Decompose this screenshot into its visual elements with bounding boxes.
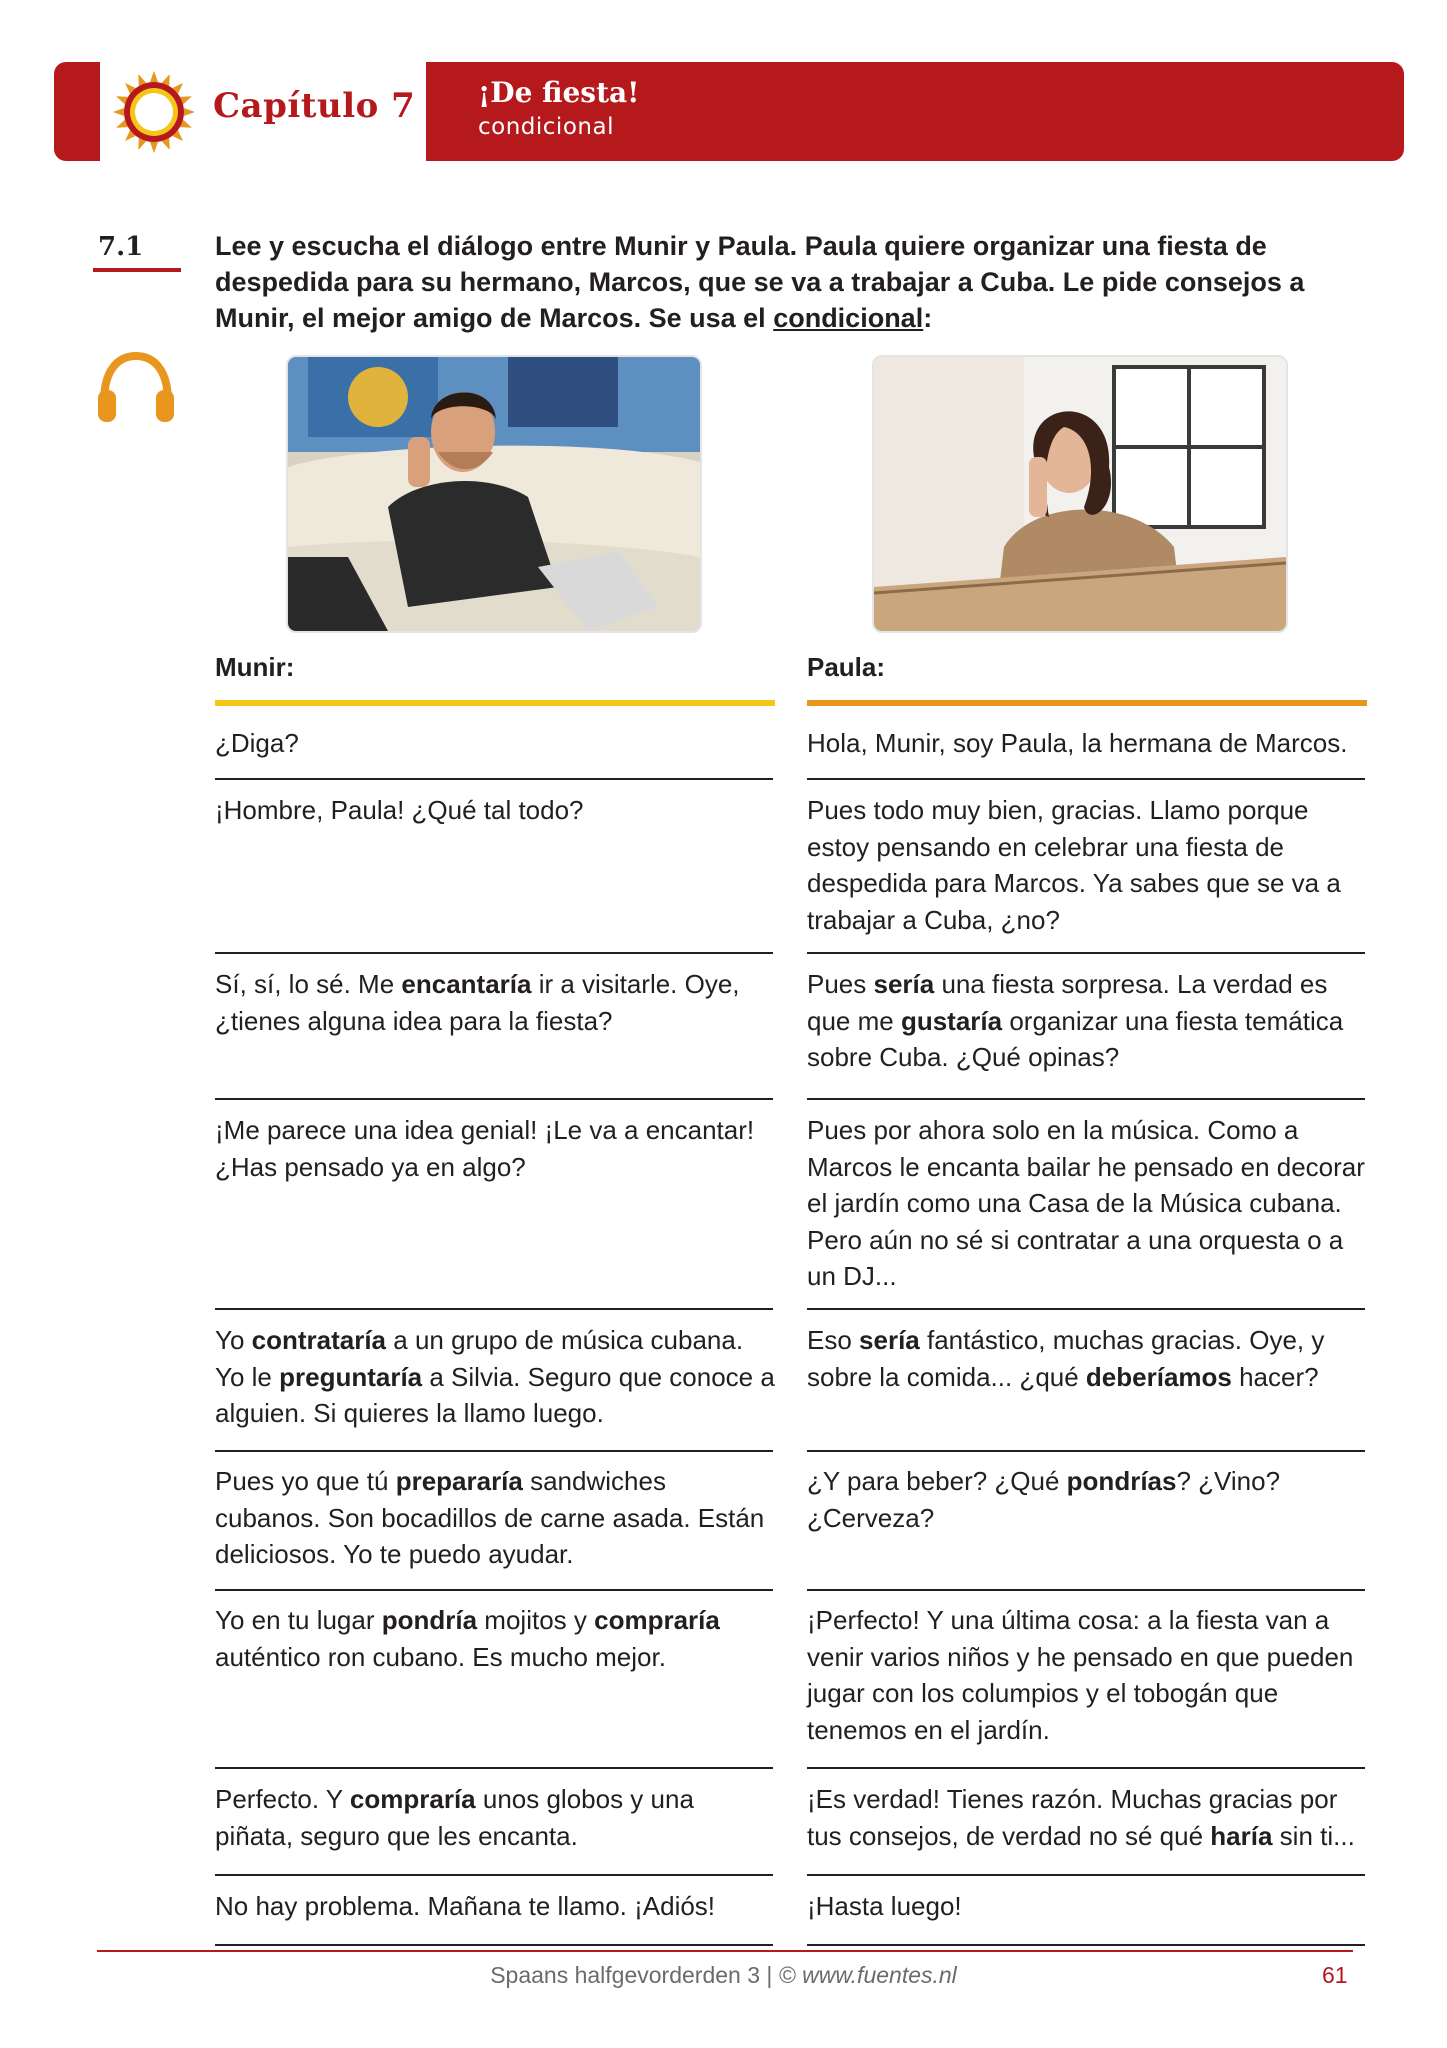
footer-website: © www.fuentes.nl [778,1962,957,1988]
row-divider [807,1308,1365,1310]
paula-line: Pues por ahora solo en la música. Como a Marcos le encanta bailar he pensado en decorar el jardín como una Casa de la Música cubana. Pero aún no sé si contratar a una orquesta o a un DJ... [807,1115,1365,1291]
row-divider [807,1098,1365,1100]
chapter-title: ¡De fiesta! [478,76,640,109]
condicional-link: condicional [773,303,924,333]
munir-column-header: Munir: [215,652,295,682]
munir-line: ¡Hombre, Paula! ¿Qué tal todo? [215,795,584,825]
page-number: 61 [1322,1962,1348,1988]
row-divider [215,1767,773,1769]
munir-line: ¡Me parece una idea genial! ¡Le va a encantar! ¿Has pensado ya en algo? [215,1115,755,1182]
munir-line: Perfecto. Y compraría unos globos y una piñata, seguro que les encanta. [215,1784,694,1851]
row-divider [807,1767,1365,1769]
paula-line: Pues sería una fiesta sorpresa. La verdad es que me gustaría organizar una fiesta temática sobre Cuba. ¿Qué opinas? [807,969,1344,1072]
munir-line: No hay problema. Mañana te llamo. ¡Adiós! [215,1891,716,1921]
chapter-number: Capítulo 7 [213,86,416,126]
munir-column-bar [215,700,775,706]
sun-icon [112,70,196,154]
paula-line: ¡Es verdad! Tienes razón. Muchas gracias por tus consejos, de verdad no sé qué haría sin ti... [807,1784,1355,1851]
row-divider [807,1874,1365,1876]
exercise-number: 7.1 [98,232,144,262]
chapter-subtitle: condicional [478,114,614,140]
row-divider [807,952,1365,954]
row-divider [215,778,773,780]
headphones-icon[interactable] [94,350,178,424]
munir-line: Yo contrataría a un grupo de música cubana. Yo le preguntaría a Silvia. Seguro que conoce a alguien. Si quieres la llamo luego. [215,1325,775,1428]
paula-line: Eso sería fantástico, muchas gracias. Oye, y sobre la comida... ¿qué deberíamos hacer? [807,1325,1325,1392]
footer-rule [97,1950,1353,1952]
exercise-underline [93,268,181,272]
row-divider [215,1450,773,1452]
munir-line: Pues yo que tú prepararía sandwiches cubanos. Son bocadillos de carne asada. Están deliciosos. Yo te puedo ayudar. [215,1466,765,1569]
footer-text: Spaans halfgevorderden 3 | © www.fuentes.nl [490,1962,957,1988]
paula-line: ¿Y para beber? ¿Qué pondrías? ¿Vino? ¿Cerveza? [807,1466,1281,1533]
row-divider [215,952,773,954]
munir-line: Yo en tu lugar pondría mojitos y compraría auténtico ron cubano. Es mucho mejor. [215,1605,720,1672]
row-divider [215,1589,773,1591]
paula-photo [872,355,1288,633]
row-divider [807,778,1365,780]
row-divider [215,1098,773,1100]
paula-line: ¡Perfecto! Y una última cosa: a la fiesta van a venir varios niños y he pensado en que pueden jugar con los columpios y el tobogán que tenemos en el jardín. [807,1605,1354,1745]
paula-line: Hola, Munir, soy Paula, la hermana de Marcos. [807,728,1348,758]
munir-line: ¿Diga? [215,728,299,758]
row-divider [807,1450,1365,1452]
paula-line: Pues todo muy bien, gracias. Llamo porque estoy pensando en celebrar una fiesta de despedida para Marcos. Ya sabes que se va a trabajar a Cuba, ¿no? [807,795,1341,935]
row-divider [807,1944,1365,1946]
row-divider [215,1308,773,1310]
paula-column-header: Paula: [807,652,886,682]
row-divider [215,1874,773,1876]
munir-photo [286,355,702,633]
paula-column-bar [807,700,1367,706]
row-divider [215,1944,773,1946]
exercise-instructions: Lee y escucha el diálogo entre Munir y Paula. Paula quiere organizar una fiesta de despedida para su hermano, Marcos, que se va a trabajar a Cuba. Le pide consejos a Munir, el mejor amigo de Marcos. Se usa el condicional: [215,231,1305,333]
paula-line: ¡Hasta luego! [807,1891,962,1921]
row-divider [807,1589,1365,1591]
munir-line: Sí, sí, lo sé. Me encantaría ir a visitarle. Oye, ¿tienes alguna idea para la fiesta? [215,969,740,1036]
